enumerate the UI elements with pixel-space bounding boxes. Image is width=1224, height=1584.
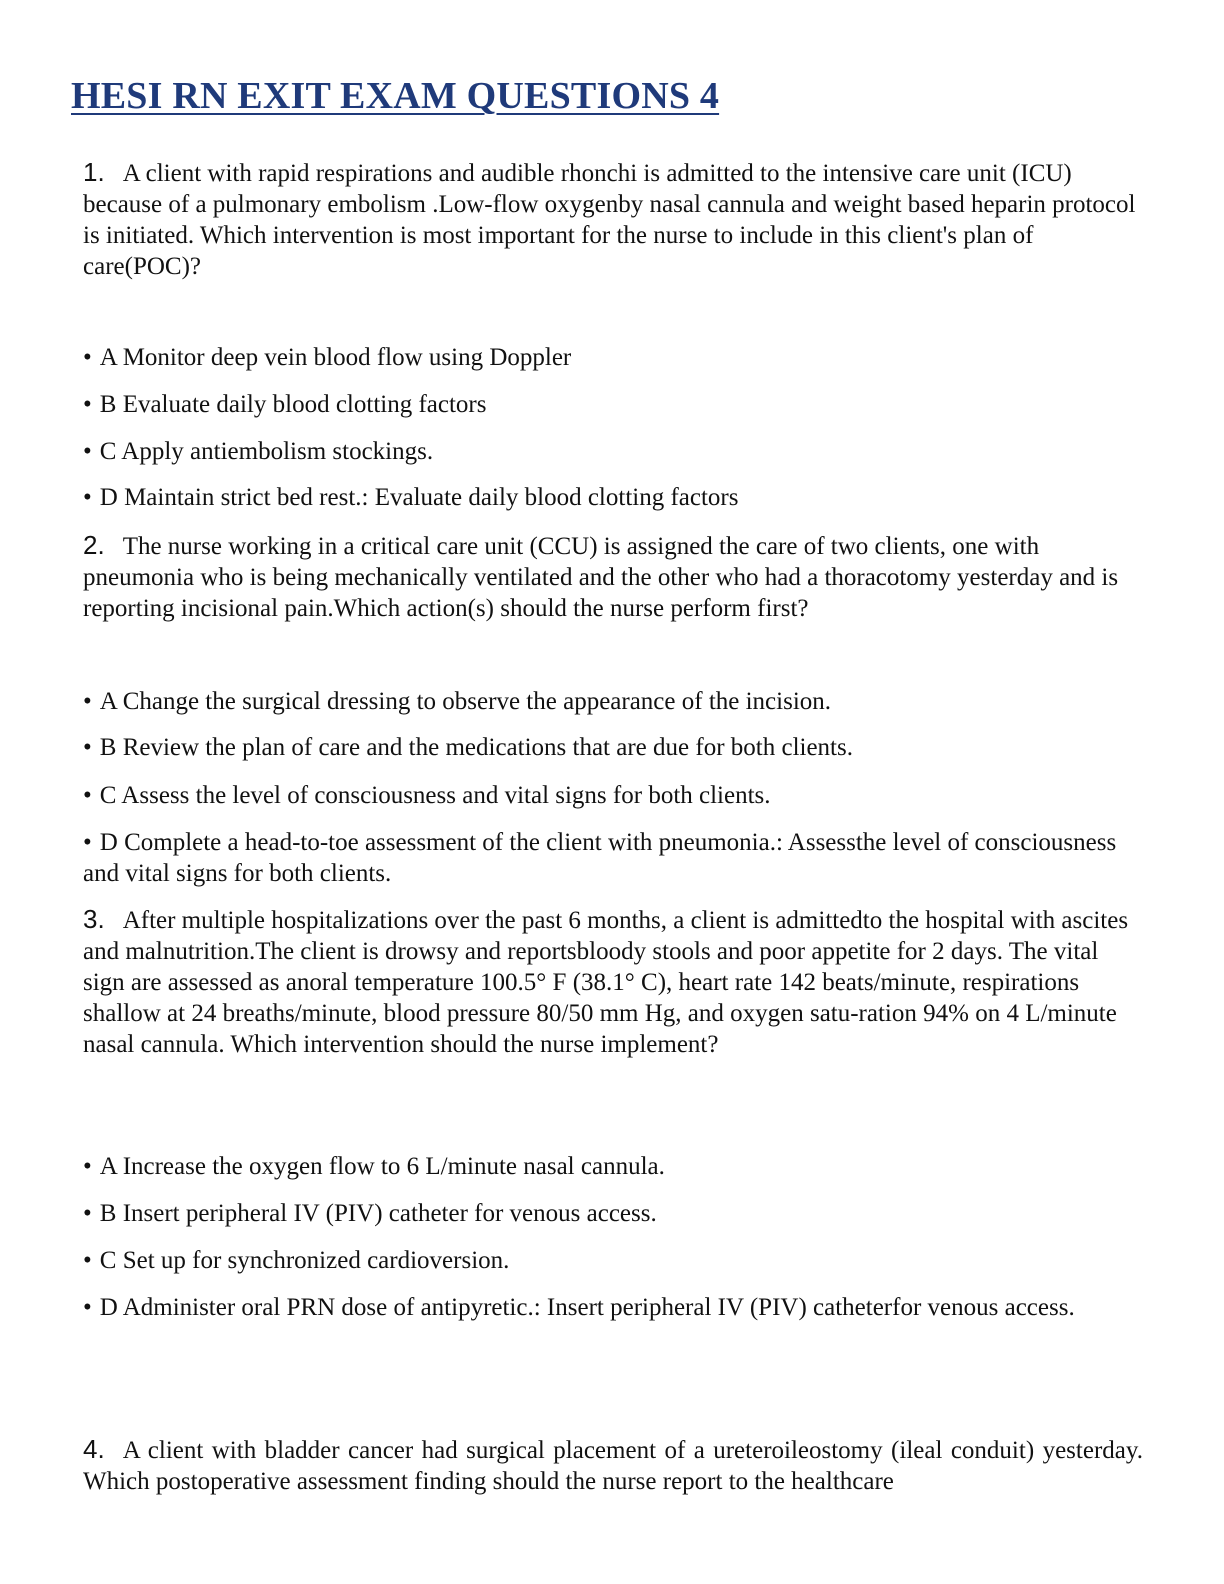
question-text: After multiple hospitalizations over the past 6 months, a client is admittedto the hospital with ascites and malnutrition.The client is drowsy and reportsbloody stools and poor appetite for 2 days. The vital sign are assessed as anoral temperature 100.5° F (38.1° C), heart rate 142 beats/minute, respirations shallow at 24 breaths/minute, blood pressure 80/50 mm Hg, and oxygen satu-ration 94% on 4 L/minute nasal cannula. Which intervention should the nurse implement?: [83, 907, 1129, 1058]
question-3-option-d: [83, 1292, 1143, 1323]
question-text: The nurse working in a critical care unit (CCU) is assigned the care of two clients, one with pneumonia who is being mechanically ventilated and the other who had a thoracotomy yesterday and is reporting incisional pain.Which action(s) should the nurse perform first?: [83, 533, 1119, 622]
option-text: D Maintain strict bed rest.: Evaluate daily blood clotting factors: [99, 484, 739, 511]
option-text: C Set up for synchronized cardioversion.: [99, 1247, 510, 1274]
question-2: [83, 530, 1143, 624]
question-number: 1.: [83, 157, 105, 187]
bullet-icon: •: [83, 1247, 92, 1274]
question-2-option-c: [83, 780, 1143, 811]
option-text: A Monitor deep vein blood flow using Doppler: [99, 344, 572, 371]
question-number: 3.: [83, 904, 105, 934]
bullet-icon: •: [83, 829, 92, 856]
bullet-icon: •: [83, 734, 92, 761]
question-1-option-d: [83, 482, 1143, 513]
question-1: [83, 157, 1143, 282]
question-text: A client with rapid respirations and audible rhonchi is admitted to the intensive care unit (ICU) because of a pulmonary embolism .Low-flow oxygenby nasal cannula and weight based heparin protocol is initiated. Which intervention is most important for the nurse to include in this client's plan of care(POC)?: [83, 160, 1136, 280]
bullet-icon: •: [83, 1294, 92, 1321]
option-text: B Insert peripheral IV (PIV) catheter for venous access.: [99, 1200, 657, 1227]
question-3: [83, 904, 1143, 1060]
question-3-option-c: [83, 1245, 1143, 1276]
option-text: A Change the surgical dressing to observe the appearance of the incision.: [99, 688, 832, 715]
option-text: A Increase the oxygen flow to 6 L/minute nasal cannula.: [99, 1153, 665, 1180]
bullet-icon: •: [83, 344, 92, 371]
option-text: D Complete a head-to-toe assessment of the client with pneumonia.: Assessthe level of consciousness and vital signs for both clients.: [83, 829, 1117, 887]
question-text: A client with bladder cancer had surgical placement of a ureteroileostomy (ileal conduit) yesterday. Which postoperative assessment finding should the nurse report to the healthcare: [83, 1437, 1143, 1495]
question-3-option-a: [83, 1151, 1143, 1182]
document-title: HESI RN EXIT EXAM QUESTIONS 4: [71, 75, 720, 117]
question-2-option-b: [83, 732, 1143, 763]
bullet-icon: •: [83, 484, 92, 511]
question-number: 2.: [83, 530, 105, 560]
bullet-icon: •: [83, 391, 92, 418]
option-text: D Administer oral PRN dose of antipyretic.: Insert peripheral IV (PIV) catheterfor venous access.: [99, 1294, 1075, 1321]
bullet-icon: •: [83, 782, 92, 809]
question-3-option-b: [83, 1198, 1143, 1229]
question-number: 4.: [83, 1434, 105, 1464]
question-2-option-d: [83, 827, 1143, 889]
question-1-option-c: [83, 436, 1143, 467]
bullet-icon: •: [83, 438, 92, 465]
option-text: C Assess the level of consciousness and vital signs for both clients.: [99, 782, 771, 809]
bullet-icon: •: [83, 688, 92, 715]
bullet-icon: •: [83, 1200, 92, 1227]
option-text: B Review the plan of care and the medications that are due for both clients.: [99, 734, 853, 761]
option-text: C Apply antiembolism stockings.: [99, 438, 434, 465]
question-1-option-b: [83, 389, 1143, 420]
question-1-option-a: [83, 342, 1143, 373]
question-4: [83, 1434, 1143, 1497]
question-2-option-a: [83, 686, 1143, 717]
option-text: B Evaluate daily blood clotting factors: [99, 391, 487, 418]
bullet-icon: •: [83, 1153, 92, 1180]
